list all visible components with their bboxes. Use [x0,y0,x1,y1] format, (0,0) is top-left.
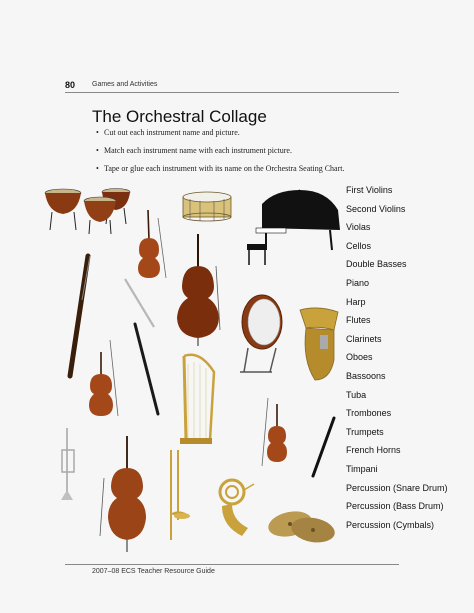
instrument-name: First Violins [346,185,393,195]
bass-drum-picture [240,295,282,372]
footer-rule [65,564,399,565]
second-violin-picture [262,398,287,466]
instrument-name: Second Violins [346,203,406,214]
harp-picture [180,355,214,444]
instrument-name: Trumpets [346,426,384,437]
viola-picture [89,340,118,416]
instrument-name: Flutes [346,315,371,326]
instrument-name: Percussion (Bass Drum) [346,501,444,512]
instrument-name: Harp [346,296,366,307]
piano-picture [247,190,340,265]
instrument-name: Percussion (Snare Drum) [346,482,448,493]
tuba-picture [300,308,338,380]
instrument-name: Tuba [346,389,367,400]
instruction-item: • Match each instrument name with each instrument picture. [104,146,344,155]
instrument-name: Violas [346,222,371,233]
instrument-name: Timpani [346,463,378,474]
clarinet-picture [313,418,334,476]
cymbals-picture [266,508,337,546]
page-number: 80 [65,80,76,90]
flute-picture [125,279,154,327]
cello-picture [100,436,146,552]
instrument-name: Double Basses [346,259,407,270]
instrument-name: Oboes [346,352,373,363]
trumpet-picture [61,428,74,500]
section-name: Games and Activities [92,81,158,88]
timpani-picture [45,189,130,235]
instrument-name: Clarinets [346,333,382,344]
snare-drum-picture [183,192,231,221]
instrument-name: French Horns [346,445,401,456]
page-title: The Orchestral Collage [92,107,267,126]
oboe-picture [135,324,158,414]
violin-picture [138,210,166,278]
double-bass-picture [177,234,220,346]
instrument-name: Piano [346,277,370,288]
footer-text: 2007–08 ECS Teacher Resource Guide [92,568,215,575]
trombone-picture [170,450,190,540]
instruction-item: • Cut out each instrument name and picture. [104,128,344,137]
french-horn-picture [220,480,254,536]
instrument-name: Percussion (Cymbals) [346,519,435,530]
instrument-name: Bassoons [346,370,386,381]
instrument-name: Cellos [346,240,372,251]
instrument-name-list [346,184,448,537]
instruction-item: • Tape or glue each instrument with its name on the Orchestra Seating Chart. [104,164,344,173]
instrument-name: Trombones [346,408,392,419]
bassoon-picture [70,256,90,376]
